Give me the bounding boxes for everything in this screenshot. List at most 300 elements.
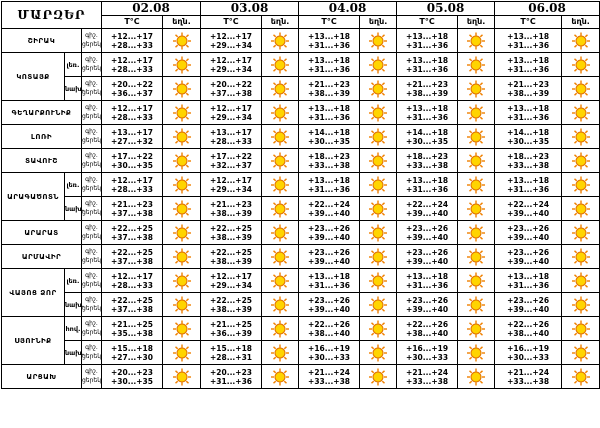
day-temp: +30...+35	[308, 136, 351, 146]
night-temp: +22...+25	[210, 247, 253, 257]
sun-icon	[466, 344, 486, 362]
temperature-cell	[397, 29, 458, 53]
weather-cell	[562, 341, 600, 365]
night-label: գիշ.	[85, 319, 98, 327]
temperature-cell	[299, 317, 360, 341]
day-night-labels	[82, 245, 102, 269]
region-name: ՎԱՅՈՑ ՁՈՐ	[2, 269, 65, 317]
night-temp: +18...+23	[308, 151, 351, 161]
temperature-cell	[201, 53, 262, 77]
night-temp: +13...+18	[308, 31, 351, 41]
day-temp: +31...+36	[308, 112, 351, 122]
day-night-labels	[82, 149, 102, 173]
table-row	[2, 77, 600, 101]
weather-cell	[458, 245, 495, 269]
sun-icon	[270, 128, 290, 146]
temperature-cell	[397, 293, 458, 317]
night-temp: +21...+24	[507, 367, 550, 377]
sun-icon	[270, 368, 290, 386]
day-temp: +29...+34	[210, 112, 253, 122]
weather-cell	[458, 197, 495, 221]
regions-header: ՄԱՐԶԵՐ	[2, 2, 102, 29]
sun-icon	[571, 176, 591, 194]
day-temp: +35...+38	[111, 328, 153, 338]
subregion-label: լեռ.	[65, 269, 82, 293]
day-temp: +39...+40	[406, 304, 449, 314]
night-label: գիշ.	[85, 247, 98, 255]
sun-icon	[172, 272, 192, 290]
weather-cell	[262, 53, 299, 77]
sun-icon	[270, 224, 290, 242]
weather-cell	[458, 365, 495, 389]
night-temp: +21...+24	[308, 367, 351, 377]
sun-icon	[466, 176, 486, 194]
day-label: ցերեկ	[82, 208, 102, 216]
sun-icon	[571, 32, 591, 50]
temperature-cell	[495, 77, 562, 101]
weather-cell	[458, 317, 495, 341]
temperature-cell	[299, 293, 360, 317]
sun-icon	[466, 296, 486, 314]
sun-icon	[270, 320, 290, 338]
region-name: ԿՈՏԱՅՔ	[2, 53, 65, 101]
weather-cell	[262, 317, 299, 341]
night-temp: +13...+18	[507, 175, 550, 185]
temperature-cell	[201, 317, 262, 341]
temperature-cell	[397, 317, 458, 341]
night-temp: +13...+18	[308, 271, 351, 281]
day-temp: +38...+39	[210, 208, 253, 218]
weather-cell	[562, 125, 600, 149]
day-temp: +38...+39	[308, 88, 351, 98]
day-label: ցերեկ	[82, 88, 102, 96]
day-label: ցերեկ	[82, 136, 102, 144]
night-label: գիշ.	[85, 151, 98, 159]
day-night-labels	[82, 29, 102, 53]
night-temp: +22...+24	[406, 199, 449, 209]
sun-icon	[466, 320, 486, 338]
night-temp: +18...+23	[507, 151, 550, 161]
weather-cell	[262, 269, 299, 293]
night-label: գիշ.	[85, 343, 98, 351]
weather-cell	[360, 197, 397, 221]
sun-icon	[466, 32, 486, 50]
day-temp: +38...+40	[507, 328, 550, 338]
weather-cell	[262, 245, 299, 269]
forecast-body	[2, 29, 600, 389]
weather-cell	[458, 101, 495, 125]
day-temp: +38...+39	[210, 256, 253, 266]
day-temp: +30...+35	[507, 136, 550, 146]
temperature-cell	[299, 197, 360, 221]
weather-cell	[163, 197, 201, 221]
weather-header: եղն.	[163, 16, 201, 29]
temperature-cell	[495, 149, 562, 173]
weather-cell	[262, 173, 299, 197]
weather-cell	[163, 269, 201, 293]
night-label: գիշ.	[85, 223, 98, 231]
night-temp: +15...+18	[111, 343, 153, 353]
sun-icon	[571, 104, 591, 122]
day-temp: +28...+33	[111, 280, 153, 290]
night-temp: +12...+17	[111, 55, 153, 65]
temperature-cell	[201, 125, 262, 149]
region-name: ՏԱՎՈՒՇ	[2, 149, 82, 173]
day-temp: +38...+39	[406, 88, 449, 98]
temperature-cell	[495, 101, 562, 125]
night-temp: +21...+23	[308, 79, 351, 89]
night-temp: +22...+25	[111, 247, 153, 257]
sun-icon	[571, 368, 591, 386]
sun-icon	[571, 128, 591, 146]
sun-icon	[172, 80, 192, 98]
sun-icon	[368, 56, 388, 74]
day-label: ցերեկ	[82, 160, 102, 168]
night-temp: +22...+25	[111, 223, 153, 233]
night-temp: +13...+18	[308, 55, 351, 65]
temperature-cell	[397, 149, 458, 173]
weather-cell	[163, 125, 201, 149]
sun-icon	[368, 104, 388, 122]
night-temp: +13...+18	[507, 271, 550, 281]
region-name: ԱՐԱԳԱԾՈՏՆ	[2, 173, 65, 221]
weather-cell	[163, 149, 201, 173]
temperature-cell	[495, 29, 562, 53]
temperature-cell	[102, 341, 163, 365]
sun-icon	[368, 32, 388, 50]
day-night-labels	[82, 293, 102, 317]
day-temp: +33...+38	[308, 160, 351, 170]
date-header: 02.08	[102, 2, 201, 16]
day-night-labels	[82, 317, 102, 341]
day-label: ցերեկ	[82, 280, 102, 288]
temperature-cell	[299, 245, 360, 269]
weather-cell	[163, 317, 201, 341]
night-temp: +16...+19	[507, 343, 550, 353]
day-temp: +31...+36	[406, 40, 449, 50]
weather-cell	[562, 245, 600, 269]
weather-cell	[562, 53, 600, 77]
day-temp: +30...+35	[406, 136, 449, 146]
day-night-labels	[82, 197, 102, 221]
night-temp: +15...+18	[210, 343, 253, 353]
night-temp: +23...+26	[308, 223, 351, 233]
sun-icon	[172, 200, 192, 218]
sun-icon	[571, 224, 591, 242]
temperature-cell	[102, 173, 163, 197]
weather-cell	[458, 341, 495, 365]
region-name: ԼՈՌԻ	[2, 125, 82, 149]
table-row	[2, 341, 600, 365]
subregion-label: նախ.	[65, 77, 82, 101]
sun-icon	[172, 56, 192, 74]
sun-icon	[571, 272, 591, 290]
day-label: ցերեկ	[82, 328, 102, 336]
night-label: գիշ.	[85, 103, 98, 111]
sun-icon	[368, 368, 388, 386]
night-temp: +12...+17	[210, 31, 253, 41]
sun-icon	[368, 80, 388, 98]
date-header: 05.08	[397, 2, 495, 16]
weather-cell	[360, 221, 397, 245]
temperature-cell	[495, 125, 562, 149]
night-temp: +13...+18	[406, 271, 449, 281]
day-label: ցերեկ	[82, 232, 102, 240]
sun-icon	[270, 200, 290, 218]
night-temp: +18...+23	[406, 151, 449, 161]
day-temp: +28...+33	[111, 40, 153, 50]
weather-cell	[562, 77, 600, 101]
day-temp: +31...+36	[406, 64, 449, 74]
day-temp: +38...+39	[210, 232, 253, 242]
weather-cell	[562, 293, 600, 317]
temperature-header: T°C	[102, 16, 163, 29]
weather-cell	[163, 173, 201, 197]
weather-header: եղն.	[562, 16, 600, 29]
temperature-cell	[299, 173, 360, 197]
sun-icon	[172, 368, 192, 386]
weather-cell	[262, 341, 299, 365]
region-name: ՍՅՈՒՆԻՔ	[2, 317, 65, 365]
night-temp: +23...+26	[308, 247, 351, 257]
day-temp: +28...+33	[111, 112, 153, 122]
temperature-cell	[495, 341, 562, 365]
temperature-cell	[102, 317, 163, 341]
temperature-cell	[495, 53, 562, 77]
day-temp: +28...+33	[111, 64, 153, 74]
day-temp: +33...+38	[507, 160, 550, 170]
night-temp: +13...+18	[406, 103, 449, 113]
temperature-cell	[495, 293, 562, 317]
night-temp: +23...+26	[406, 295, 449, 305]
weather-cell	[360, 317, 397, 341]
night-label: գիշ.	[85, 31, 98, 39]
temperature-cell	[102, 77, 163, 101]
weather-cell	[458, 77, 495, 101]
night-temp: +22...+26	[507, 319, 550, 329]
sun-icon	[270, 152, 290, 170]
temperature-cell	[397, 53, 458, 77]
weather-cell	[262, 125, 299, 149]
day-temp: +31...+36	[507, 112, 550, 122]
temperature-cell	[495, 365, 562, 389]
sun-icon	[571, 80, 591, 98]
sun-icon	[172, 248, 192, 266]
temperature-cell	[397, 173, 458, 197]
night-temp: +23...+26	[507, 223, 550, 233]
night-temp: +21...+23	[210, 199, 253, 209]
day-temp: +31...+36	[308, 184, 351, 194]
night-temp: +13...+18	[308, 103, 351, 113]
temperature-cell	[397, 101, 458, 125]
temperature-cell	[299, 221, 360, 245]
night-temp: +12...+17	[210, 271, 253, 281]
night-temp: +21...+23	[507, 79, 550, 89]
weather-cell	[360, 101, 397, 125]
temperature-cell	[201, 221, 262, 245]
subregion-label: նախ.	[65, 293, 82, 317]
sun-icon	[270, 80, 290, 98]
temperature-cell	[495, 317, 562, 341]
night-temp: +13...+18	[406, 175, 449, 185]
night-temp: +21...+25	[111, 319, 153, 329]
night-temp: +22...+25	[111, 295, 153, 305]
day-temp: +39...+40	[507, 256, 550, 266]
sun-icon	[270, 32, 290, 50]
weather-cell	[562, 197, 600, 221]
day-night-labels	[82, 77, 102, 101]
temperature-cell	[102, 101, 163, 125]
weather-cell	[163, 53, 201, 77]
temperature-cell	[299, 29, 360, 53]
day-temp: +32...+37	[210, 160, 253, 170]
night-temp: +13...+18	[507, 55, 550, 65]
night-temp: +13...+18	[308, 175, 351, 185]
weather-cell	[360, 365, 397, 389]
temperature-cell	[201, 341, 262, 365]
day-temp: +31...+36	[507, 40, 550, 50]
temperature-cell	[102, 269, 163, 293]
day-temp: +31...+36	[507, 184, 550, 194]
day-temp: +31...+36	[210, 376, 253, 386]
day-temp: +29...+34	[210, 40, 253, 50]
temperature-cell	[397, 197, 458, 221]
weather-cell	[562, 317, 600, 341]
sun-icon	[466, 104, 486, 122]
table-row	[2, 269, 600, 293]
sun-icon	[172, 344, 192, 362]
weather-cell	[360, 125, 397, 149]
night-label: գիշ.	[85, 367, 98, 375]
weather-cell	[562, 365, 600, 389]
sun-icon	[466, 248, 486, 266]
table-row	[2, 317, 600, 341]
day-night-labels	[82, 53, 102, 77]
weather-cell	[562, 101, 600, 125]
weather-cell	[360, 245, 397, 269]
temperature-header: T°C	[201, 16, 262, 29]
sun-icon	[270, 296, 290, 314]
night-label: գիշ.	[85, 79, 98, 87]
night-temp: +14...+18	[406, 127, 449, 137]
night-temp: +12...+17	[210, 55, 253, 65]
temperature-cell	[102, 245, 163, 269]
temperature-header: T°C	[299, 16, 360, 29]
temperature-cell	[102, 125, 163, 149]
temperature-cell	[495, 197, 562, 221]
weather-cell	[262, 365, 299, 389]
day-label: ցերեկ	[82, 112, 102, 120]
sun-icon	[368, 152, 388, 170]
temperature-cell	[201, 149, 262, 173]
night-label: գիշ.	[85, 55, 98, 63]
night-temp: +21...+23	[406, 79, 449, 89]
table-row	[2, 53, 600, 77]
weather-cell	[562, 29, 600, 53]
sun-icon	[466, 224, 486, 242]
weather-cell	[262, 149, 299, 173]
table-row	[2, 221, 600, 245]
night-label: գիշ.	[85, 295, 98, 303]
sun-icon	[270, 344, 290, 362]
temperature-header: T°C	[397, 16, 458, 29]
weather-header: եղն.	[262, 16, 299, 29]
weather-cell	[562, 149, 600, 173]
temperature-cell	[201, 293, 262, 317]
sun-icon	[466, 368, 486, 386]
day-temp: +39...+40	[507, 208, 550, 218]
sun-icon	[270, 56, 290, 74]
region-name: ԳԵՂԱՐՔՈՒՆԻՔ	[2, 101, 82, 125]
night-temp: +17...+22	[111, 151, 153, 161]
temperature-cell	[397, 341, 458, 365]
weather-cell	[458, 53, 495, 77]
day-temp: +39...+40	[308, 256, 351, 266]
table-row	[2, 197, 600, 221]
sun-icon	[368, 320, 388, 338]
weather-cell	[360, 269, 397, 293]
weather-header: եղն.	[458, 16, 495, 29]
night-temp: +23...+26	[507, 295, 550, 305]
night-temp: +13...+17	[210, 127, 253, 137]
temperature-cell	[495, 173, 562, 197]
sun-icon	[571, 200, 591, 218]
day-temp: +39...+40	[507, 232, 550, 242]
temperature-cell	[201, 269, 262, 293]
temperature-cell	[299, 77, 360, 101]
night-label: գիշ.	[85, 271, 98, 279]
date-header: 06.08	[495, 2, 600, 16]
night-label: գիշ.	[85, 175, 98, 183]
day-temp: +38...+39	[210, 304, 253, 314]
day-night-labels	[82, 125, 102, 149]
night-temp: +14...+18	[308, 127, 351, 137]
night-temp: +16...+19	[308, 343, 351, 353]
day-temp: +28...+33	[210, 136, 253, 146]
day-temp: +31...+36	[507, 280, 550, 290]
temperature-cell	[299, 125, 360, 149]
day-label: ցերեկ	[82, 184, 102, 192]
day-temp: +30...+33	[308, 352, 351, 362]
weather-cell	[562, 173, 600, 197]
weather-cell	[360, 53, 397, 77]
day-temp: +27...+30	[111, 352, 153, 362]
day-temp: +33...+38	[406, 160, 449, 170]
day-temp: +27...+32	[111, 136, 153, 146]
temperature-cell	[201, 173, 262, 197]
sun-icon	[571, 296, 591, 314]
forecast-table	[1, 1, 600, 389]
day-temp: +30...+33	[507, 352, 550, 362]
day-temp: +29...+34	[210, 64, 253, 74]
night-temp: +20...+23	[210, 367, 253, 377]
night-label: գիշ.	[85, 127, 98, 135]
night-temp: +13...+17	[111, 127, 153, 137]
sun-icon	[172, 152, 192, 170]
temperature-cell	[102, 53, 163, 77]
weather-cell	[163, 293, 201, 317]
day-temp: +29...+34	[210, 280, 253, 290]
temperature-cell	[495, 269, 562, 293]
weather-cell	[360, 29, 397, 53]
night-temp: +13...+18	[507, 103, 550, 113]
temperature-cell	[201, 101, 262, 125]
night-temp: +17...+22	[210, 151, 253, 161]
temperature-cell	[102, 197, 163, 221]
night-temp: +14...+18	[507, 127, 550, 137]
table-row	[2, 149, 600, 173]
day-temp: +36...+39	[210, 328, 253, 338]
